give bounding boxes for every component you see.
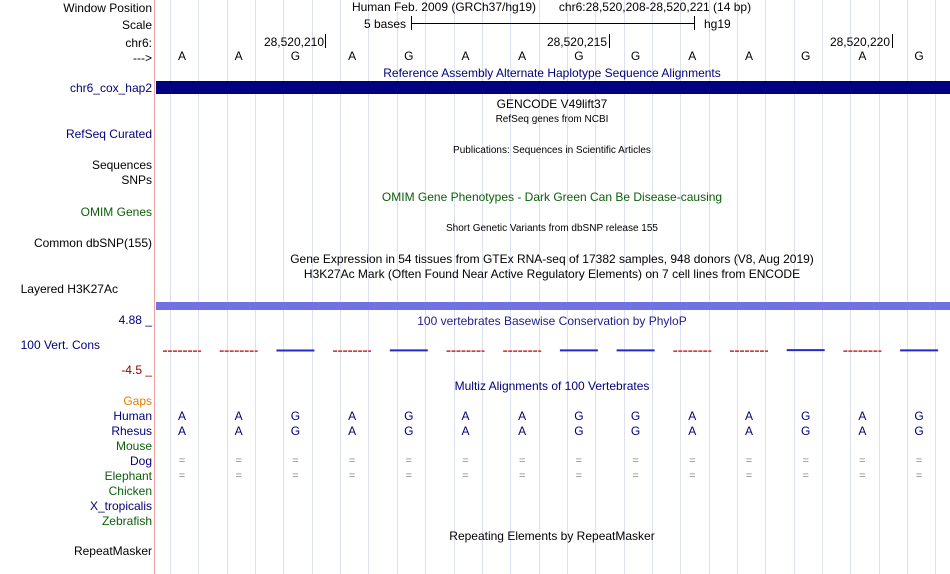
h3k27ac-title: H3K27Ac Mark (Often Found Near Active Regulatory Elements) on 7 cell lines from ENCODE	[303, 267, 801, 281]
alignment-base: G	[914, 424, 924, 438]
alignment-base: A	[744, 409, 753, 423]
alignment-base: G	[404, 424, 414, 438]
alignment-base: A	[688, 409, 697, 423]
base-letter: G	[630, 49, 641, 63]
alignment-base: A	[688, 424, 697, 438]
h3k27ac-signal[interactable]	[156, 302, 950, 310]
base-letter: G	[801, 49, 811, 63]
alignment-base: =	[462, 455, 469, 467]
alignment-base: =	[348, 470, 356, 482]
alignment-base: G	[630, 409, 641, 423]
position-text: chr6:28,520,208-28,520,221 (14 bp)	[558, 0, 752, 14]
scale-label: Scale	[121, 18, 152, 32]
coord-1: 28,520,210	[263, 35, 324, 49]
alignment-base: =	[915, 455, 923, 467]
coord-2-tick	[609, 34, 610, 48]
coord-3: 28,520,220	[829, 35, 890, 49]
base-letter: A	[688, 49, 697, 63]
db-text: hg19	[704, 17, 731, 31]
base-letter: A	[348, 49, 357, 63]
scale-right-tick	[694, 16, 695, 30]
alignment-base: =	[405, 470, 413, 482]
base-letter: G	[404, 49, 414, 63]
alignment-base: A	[177, 424, 186, 438]
species-label-chicken: Chicken	[108, 484, 152, 498]
dbsnp-label[interactable]: Common dbSNP(155)	[33, 236, 152, 250]
base-letter: G	[574, 49, 584, 63]
alignment-base: =	[235, 470, 242, 482]
species-label-rhesus: Rhesus	[111, 424, 152, 438]
alignment-base: A	[177, 409, 186, 423]
base-letter: G	[290, 49, 301, 63]
alignment-base: =	[292, 470, 299, 482]
alignment-base: =	[689, 470, 696, 482]
phylop-max-label: 4.88 _	[118, 313, 152, 327]
alignment-base: A	[858, 409, 867, 423]
alignment-base: G	[404, 409, 414, 423]
base-letter: A	[518, 49, 527, 63]
alt-haplotype-feature[interactable]	[156, 81, 950, 94]
alignment-base: G	[574, 409, 584, 423]
alignment-base: =	[178, 470, 186, 482]
alignment-base: =	[802, 470, 809, 482]
repeatmasker-label[interactable]: RepeatMasker	[73, 544, 152, 558]
species-label-dog: Dog	[129, 454, 152, 468]
alignment-base: =	[632, 470, 639, 482]
species-label-elephant: Elephant	[104, 469, 152, 483]
gencode-title: GENCODE V49lift37	[496, 97, 608, 111]
alignment-base: A	[348, 424, 357, 438]
chrom-label: chr6:	[125, 36, 152, 50]
alignment-base: =	[405, 455, 413, 467]
gtex-title: Gene Expression in 54 tissues from GTEx RNA-seq of 17382 samples, 948 donors (V8, Aug 2019)	[290, 252, 814, 266]
publications-title: Publications: Sequences in Scientific Articles	[453, 145, 651, 156]
snps-label[interactable]: SNPs	[121, 173, 152, 187]
alignment-base: A	[461, 409, 470, 423]
alignment-base: A	[461, 424, 470, 438]
alignment-base: A	[518, 409, 527, 423]
base-letter: A	[177, 49, 186, 63]
phylop-title: 100 vertebrates Basewise Conservation by PhyloP	[417, 314, 687, 328]
alignment-base: A	[234, 424, 243, 438]
strand-label[interactable]: --->	[133, 51, 152, 65]
base-letter: G	[914, 49, 924, 63]
alignment-base: =	[178, 455, 186, 467]
assembly-title: Human Feb. 2009 (GRCh37/hg19)	[351, 0, 537, 14]
alignment-base: A	[234, 409, 243, 423]
multiz-title: Multiz Alignments of 100 Vertebrates	[454, 379, 650, 393]
window-position-label: Window Position	[63, 1, 152, 15]
species-label-zebrafish: Zebrafish	[101, 514, 152, 528]
repeatmasker-title: Repeating Elements by RepeatMasker	[449, 529, 655, 543]
coord-3-tick	[892, 34, 893, 48]
alignment-base: G	[290, 409, 301, 423]
scale-text: 5 bases	[363, 17, 407, 31]
alt-haplotype-title: Reference Assembly Alternate Haplotype Sequence Alignments	[383, 66, 721, 80]
alignment-base: G	[801, 409, 811, 423]
alignment-base: =	[745, 455, 753, 467]
alignment-base: =	[462, 470, 469, 482]
alignment-base: G	[914, 409, 924, 423]
label-divider[interactable]	[154, 0, 155, 574]
dbsnp-title: Short Genetic Variants from dbSNP release 155	[446, 223, 658, 234]
gaps-label: Gaps	[123, 394, 152, 408]
base-letter: A	[858, 49, 867, 63]
alignment-base: G	[574, 424, 584, 438]
alignment-base: G	[801, 424, 811, 438]
base-letter: A	[234, 49, 243, 63]
alignment-base: =	[802, 455, 809, 467]
species-label-mouse: Mouse	[115, 439, 152, 453]
alignment-base: =	[745, 470, 753, 482]
alignment-base: A	[744, 424, 753, 438]
alignment-base: =	[235, 455, 242, 467]
alignment-base: =	[689, 455, 696, 467]
phylop-min-label: -4.5 _	[121, 363, 152, 377]
coord-1-tick	[325, 34, 326, 48]
alignment-base: =	[915, 470, 923, 482]
alignment-base: =	[292, 455, 299, 467]
phylop-plot[interactable]	[156, 340, 950, 360]
alignment-base: G	[630, 424, 641, 438]
alignment-base: =	[518, 470, 526, 482]
coord-2: 28,520,215	[546, 35, 607, 49]
h3k27ac-label[interactable]: Layered H3K27Ac	[20, 282, 118, 296]
alignment-base: =	[859, 455, 866, 467]
refseq-label[interactable]: RefSeq Curated	[65, 127, 152, 141]
phylop-label[interactable]: 100 Vert. Cons	[20, 338, 100, 352]
alignment-base: =	[518, 455, 526, 467]
species-label-x_tropicalis: X_tropicalis	[89, 499, 152, 513]
scale-bar	[411, 23, 694, 24]
publications-label[interactable]: Sequences	[91, 158, 152, 172]
omim-label[interactable]: OMIM Genes	[80, 205, 152, 219]
species-label-human: Human	[113, 409, 152, 423]
alignment-base: =	[575, 470, 583, 482]
alignment-base: =	[348, 455, 356, 467]
alignment-base: =	[632, 455, 639, 467]
alignment-base: =	[575, 455, 583, 467]
alignment-base: A	[348, 409, 357, 423]
alignment-base: A	[518, 424, 527, 438]
base-letter: A	[744, 49, 753, 63]
base-letter: A	[461, 49, 470, 63]
alt-haplotype-label[interactable]: chr6_cox_hap2	[69, 81, 152, 95]
alignment-base: =	[859, 470, 866, 482]
alignment-base: G	[290, 424, 301, 438]
omim-title: OMIM Gene Phenotypes - Dark Green Can Be Disease-causing	[381, 190, 723, 204]
alignment-base: A	[858, 424, 867, 438]
refseq-subtitle: RefSeq genes from NCBI	[495, 114, 609, 125]
